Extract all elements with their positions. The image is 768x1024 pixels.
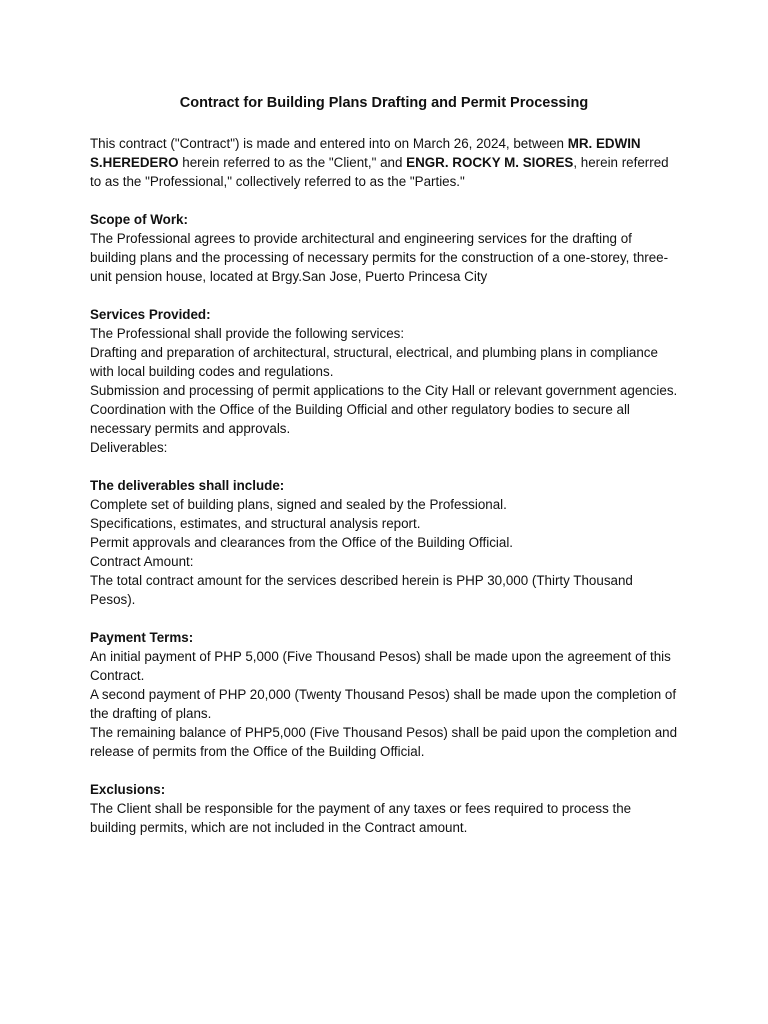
client-name: MR. EDWIN S.HEREDERO xyxy=(90,136,641,170)
deliverables-line: Complete set of building plans, signed and sealed by the Professional. xyxy=(90,497,507,512)
deliverables-heading: The deliverables shall include: xyxy=(90,478,285,493)
deliverables-line: Contract Amount: xyxy=(90,554,194,569)
spacer xyxy=(90,609,680,628)
intro-text-1: This contract ("Contract") is made and entered into on March 26, 2024, between xyxy=(90,136,568,151)
intro-text-2: herein referred to as the "Client," and xyxy=(178,155,407,170)
document-title: Contract for Building Plans Drafting and Permit Processing xyxy=(179,95,589,111)
services-line: Deliverables: xyxy=(90,440,168,455)
scope-heading: Scope of Work: xyxy=(90,212,188,227)
deliverables-line: Permit approvals and clearances from the Office of the Building Official. xyxy=(90,535,514,550)
intro-paragraph xyxy=(90,134,680,191)
spacer xyxy=(90,457,680,476)
spacer xyxy=(90,191,680,210)
services-heading: Services Provided: xyxy=(90,307,211,322)
services-line: Submission and processing of permit applications to the City Hall or relevant government agencies. xyxy=(90,383,678,398)
professional-name: ENGR. ROCKY M. SIORES xyxy=(406,155,574,170)
deliverables-line: Specifications, estimates, and structural analysis report. xyxy=(90,516,421,531)
services-line: Coordination with the Office of the Building Official and other regulatory bodies to secure all necessary permits and approvals. xyxy=(90,402,630,436)
spacer xyxy=(90,761,680,780)
payment-line: An initial payment of PHP 5,000 (Five Thousand Pesos) shall be made upon the agreement of this Contract. xyxy=(90,649,671,683)
intro-text-3: , herein referred to as the "Professional," collectively referred to as the "Parties." xyxy=(90,155,669,189)
payment-line: A second payment of PHP 20,000 (Twenty Thousand Pesos) shall be made upon the completion of the drafting of plans. xyxy=(90,687,677,721)
exclusions-heading: Exclusions: xyxy=(90,782,166,797)
services-line: Drafting and preparation of architectural, structural, electrical, and plumbing plans in compliance with local building codes and regulations. xyxy=(90,345,658,379)
deliverables-line: The total contract amount for the services described herein is PHP 30,000 (Thirty Thousand Pesos). xyxy=(90,573,633,607)
document-body xyxy=(90,134,680,837)
exclusions-text: The Client shall be responsible for the payment of any taxes or fees required to process the building permits, which are not included in the Contract amount. xyxy=(90,801,632,835)
spacer xyxy=(90,286,680,305)
scope-text: The Professional agrees to provide architectural and engineering services for the drafting of building plans and the processing of necessary permits for the construction of a one-storey, three-unit pension house, located at Brgy.San Jose, Puerto Princesa City xyxy=(90,231,669,284)
payment-line: The remaining balance of PHP5,000 (Five Thousand Pesos) shall be paid upon the completion and release of permits from the Office of the Building Official. xyxy=(90,725,678,759)
services-line: The Professional shall provide the following services: xyxy=(90,326,405,341)
payment-heading: Payment Terms: xyxy=(90,630,194,645)
